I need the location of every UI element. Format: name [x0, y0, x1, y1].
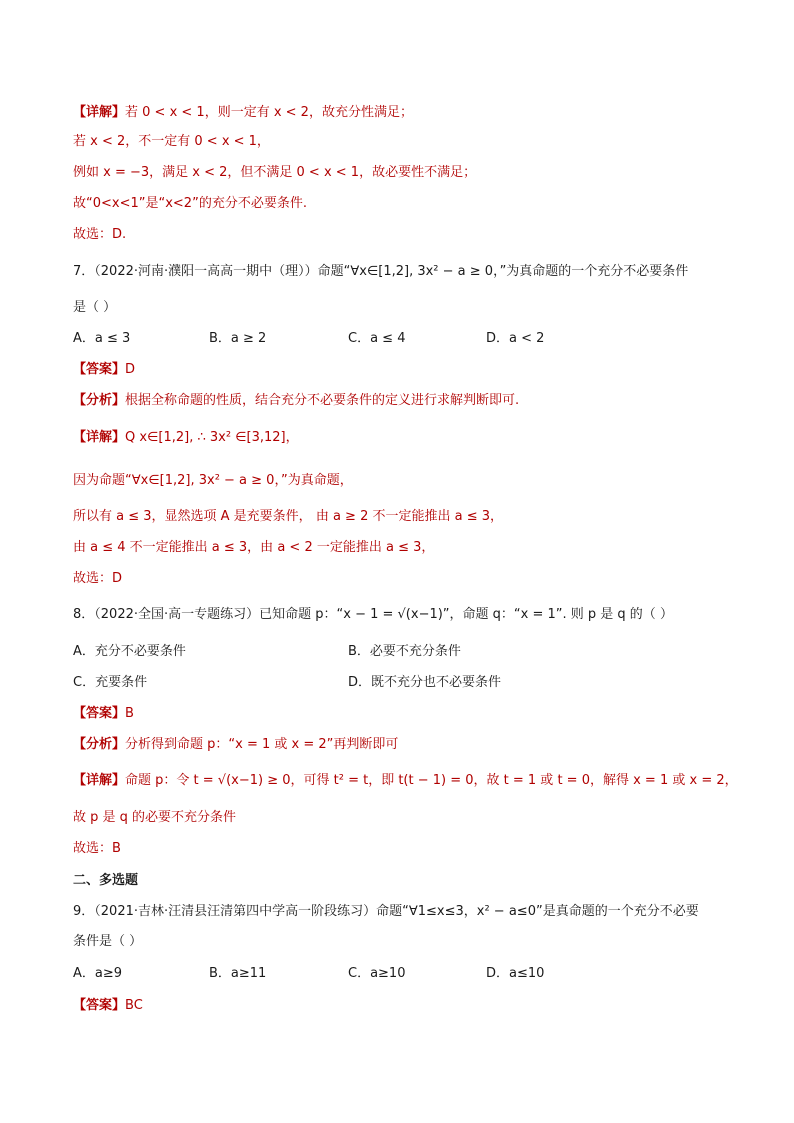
detail-tag: 【详解】	[73, 105, 126, 120]
q8-answer: 【答案】B	[73, 706, 134, 721]
q7-stem-line2: 是（ ）	[73, 300, 117, 315]
q8-option-c: C．充要条件	[73, 675, 148, 690]
q6-detail-line4: 故“0<x<1”是“x<2”的充分不必要条件.	[73, 196, 307, 211]
q9-option-c: C．a≥10	[348, 966, 406, 981]
q6-detail-line2: 若 x < 2，不一定有 0 < x < 1，	[73, 134, 270, 149]
q7-option-a: A．a ≤ 3	[73, 331, 131, 346]
q8-choice: 故选：B	[73, 841, 121, 856]
q7-choice: 故选：D	[73, 571, 123, 586]
q7-option-d: D．a < 2	[486, 331, 545, 346]
q8-analysis: 【分析】分析得到命题 p：“x = 1 或 x = 2”再判断即可	[73, 737, 399, 752]
q7-analysis: 【分析】根据全称命题的性质，结合充分不必要条件的定义进行求解判断即可.	[73, 393, 520, 408]
q6-choice: 故选：D.	[73, 227, 127, 242]
q9-option-a: A．a≥9	[73, 966, 123, 981]
q7-option-b: B．a ≥ 2	[209, 331, 267, 346]
q9-option-d: D．a≤10	[486, 966, 545, 981]
q7-detail-line2: 因为命题“∀x∈[1,2], 3x² − a ≥ 0，”为真命题，	[73, 473, 353, 488]
q8-option-d: D．既不充分也不必要条件	[348, 675, 502, 690]
q9-answer: 【答案】BC	[73, 998, 143, 1013]
q6-detail-line1: 【详解】若 0 < x < 1，则一定有 x < 2，故充分性满足；	[73, 105, 413, 120]
q8-detail-line1: 【详解】命题 p：令 t = √(x−1) ≥ 0，可得 t² = t，即 t(t − 1) = 0，故 t = 1 或 t = 0，解得 x = 1 或 x = 2，	[73, 773, 738, 788]
q7-stem-line1: 7．（2022·河南·濮阳一高高一期中（理））命题“∀x∈[1,2], 3x² − a ≥ 0，”为真命题的一个充分不必要条件	[73, 264, 689, 279]
q8-detail-line2: 故 p 是 q 的必要不充分条件	[73, 810, 237, 825]
q9-option-b: B．a≥11	[209, 966, 267, 981]
q7-detail-line4: 由 a ≤ 4 不一定能推出 a ≤ 3，由 a < 2 一定能推出 a ≤ 3，	[73, 540, 435, 555]
q7-detail-line3: 所以有 a ≤ 3，显然选项 A 是充要条件， 由 a ≥ 2 不一定能推出 a ≤ 3，	[73, 509, 504, 524]
q7-answer: 【答案】D	[73, 362, 136, 377]
q6-detail-line3: 例如 x = −3，满足 x < 2，但不满足 0 < x < 1，故必要性不满足；	[73, 165, 477, 180]
q8-stem: 8．（2022·全国·高一专题练习）已知命题 p：“x − 1 = √(x−1)”，命题 q：“x = 1”. 则 p 是 q 的（ ）	[73, 607, 673, 622]
q7-option-c: C．a ≤ 4	[348, 331, 406, 346]
q8-option-a: A．充分不必要条件	[73, 644, 186, 659]
section-heading: 二、多选题	[73, 873, 139, 888]
q8-option-b: B．必要不充分条件	[348, 644, 461, 659]
q9-stem-line1: 9．（2021·吉林·汪清县汪清第四中学高一阶段练习）命题“∀1≤x≤3，x² − a≤0”是真命题的一个充分不必要	[73, 904, 699, 919]
q7-detail-line1: 【详解】Q x∈[1,2], ∴ 3x² ∈[3,12]，	[73, 430, 299, 445]
q9-stem-line2: 条件是（ ）	[73, 934, 143, 949]
